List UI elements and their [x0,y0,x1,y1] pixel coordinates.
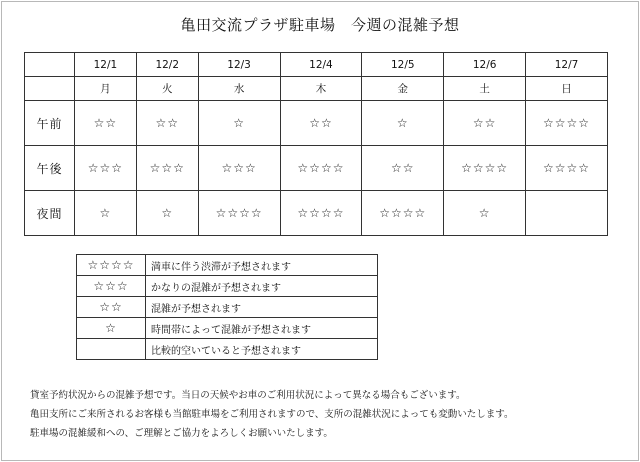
weekday-cell: 月 [75,77,137,101]
night-row [25,191,608,236]
date-cell: 12/3 [198,53,280,77]
weekday-cell: 木 [280,77,362,101]
congestion-cell: ☆☆ [136,101,198,146]
congestion-cell: ☆☆ [280,101,362,146]
row-label-afternoon: 午後 [25,146,75,191]
corner-cell [25,53,75,77]
date-cell: 12/2 [136,53,198,77]
congestion-cell: ☆☆☆☆ [198,191,280,236]
legend-stars: ☆ [77,318,146,339]
congestion-cell: ☆ [362,101,444,146]
date-row [25,53,608,77]
congestion-cell: ☆☆☆☆ [526,101,608,146]
congestion-cell: ☆ [198,101,280,146]
weekday-cell: 土 [444,77,526,101]
notes [30,386,514,443]
congestion-cell: ☆ [75,191,137,236]
legend-row [77,276,378,297]
legend-row [77,339,378,360]
weekday-cell: 水 [198,77,280,101]
congestion-cell: ☆☆ [75,101,137,146]
legend-text: 時間帯によって混雑が予想されます [146,318,378,339]
congestion-cell: ☆ [444,191,526,236]
weekday-row [25,77,608,101]
legend-row [77,297,378,318]
legend-text: かなりの混雑が予想されます [146,276,378,297]
forecast-table [24,52,608,236]
legend-stars: ☆☆☆☆ [77,255,146,276]
congestion-cell: ☆☆☆ [75,146,137,191]
congestion-cell: ☆☆☆☆ [526,146,608,191]
date-cell: 12/4 [280,53,362,77]
date-cell: 12/6 [444,53,526,77]
legend-row [77,318,378,339]
date-cell: 12/1 [75,53,137,77]
legend-text: 比較的空いていると予想されます [146,339,378,360]
legend-table [76,254,378,360]
date-cell: 12/7 [526,53,608,77]
afternoon-row [25,146,608,191]
congestion-cell: ☆☆☆ [198,146,280,191]
congestion-cell: ☆☆☆ [136,146,198,191]
congestion-cell: ☆☆☆☆ [280,191,362,236]
congestion-cell: ☆☆☆☆ [280,146,362,191]
page-title: 亀田交流プラザ駐車場 今週の混雑予想 [180,16,460,34]
congestion-cell: ☆ [136,191,198,236]
legend-stars: ☆☆ [77,297,146,318]
weekday-cell: 日 [526,77,608,101]
note-line: 亀田支所にご来所されるお客様も当館駐車場をご利用されますので、支所の混雑状況によっても変動いたします。 [30,409,514,420]
date-cell: 12/5 [362,53,444,77]
weekday-cell: 火 [136,77,198,101]
weekday-cell: 金 [362,77,444,101]
morning-row [25,101,608,146]
note-line: 貸室予約状況からの混雑予想です。当日の天候やお車のご利用状況によって異なる場合もございます。 [30,390,466,401]
corner-cell [25,77,75,101]
congestion-cell [526,191,608,236]
congestion-cell: ☆☆ [444,101,526,146]
congestion-cell: ☆☆ [362,146,444,191]
row-label-morning: 午前 [25,101,75,146]
row-label-night: 夜間 [25,191,75,236]
legend-stars [77,339,146,360]
legend-text: 満車に伴う渋滞が予想されます [146,255,378,276]
legend-text: 混雑が予想されます [146,297,378,318]
legend-stars: ☆☆☆ [77,276,146,297]
congestion-cell: ☆☆☆☆ [444,146,526,191]
congestion-cell: ☆☆☆☆ [362,191,444,236]
legend-row [77,255,378,276]
note-line: 駐車場の混雑緩和への、ご理解とご協力をよろしくお願いいたします。 [30,428,333,439]
